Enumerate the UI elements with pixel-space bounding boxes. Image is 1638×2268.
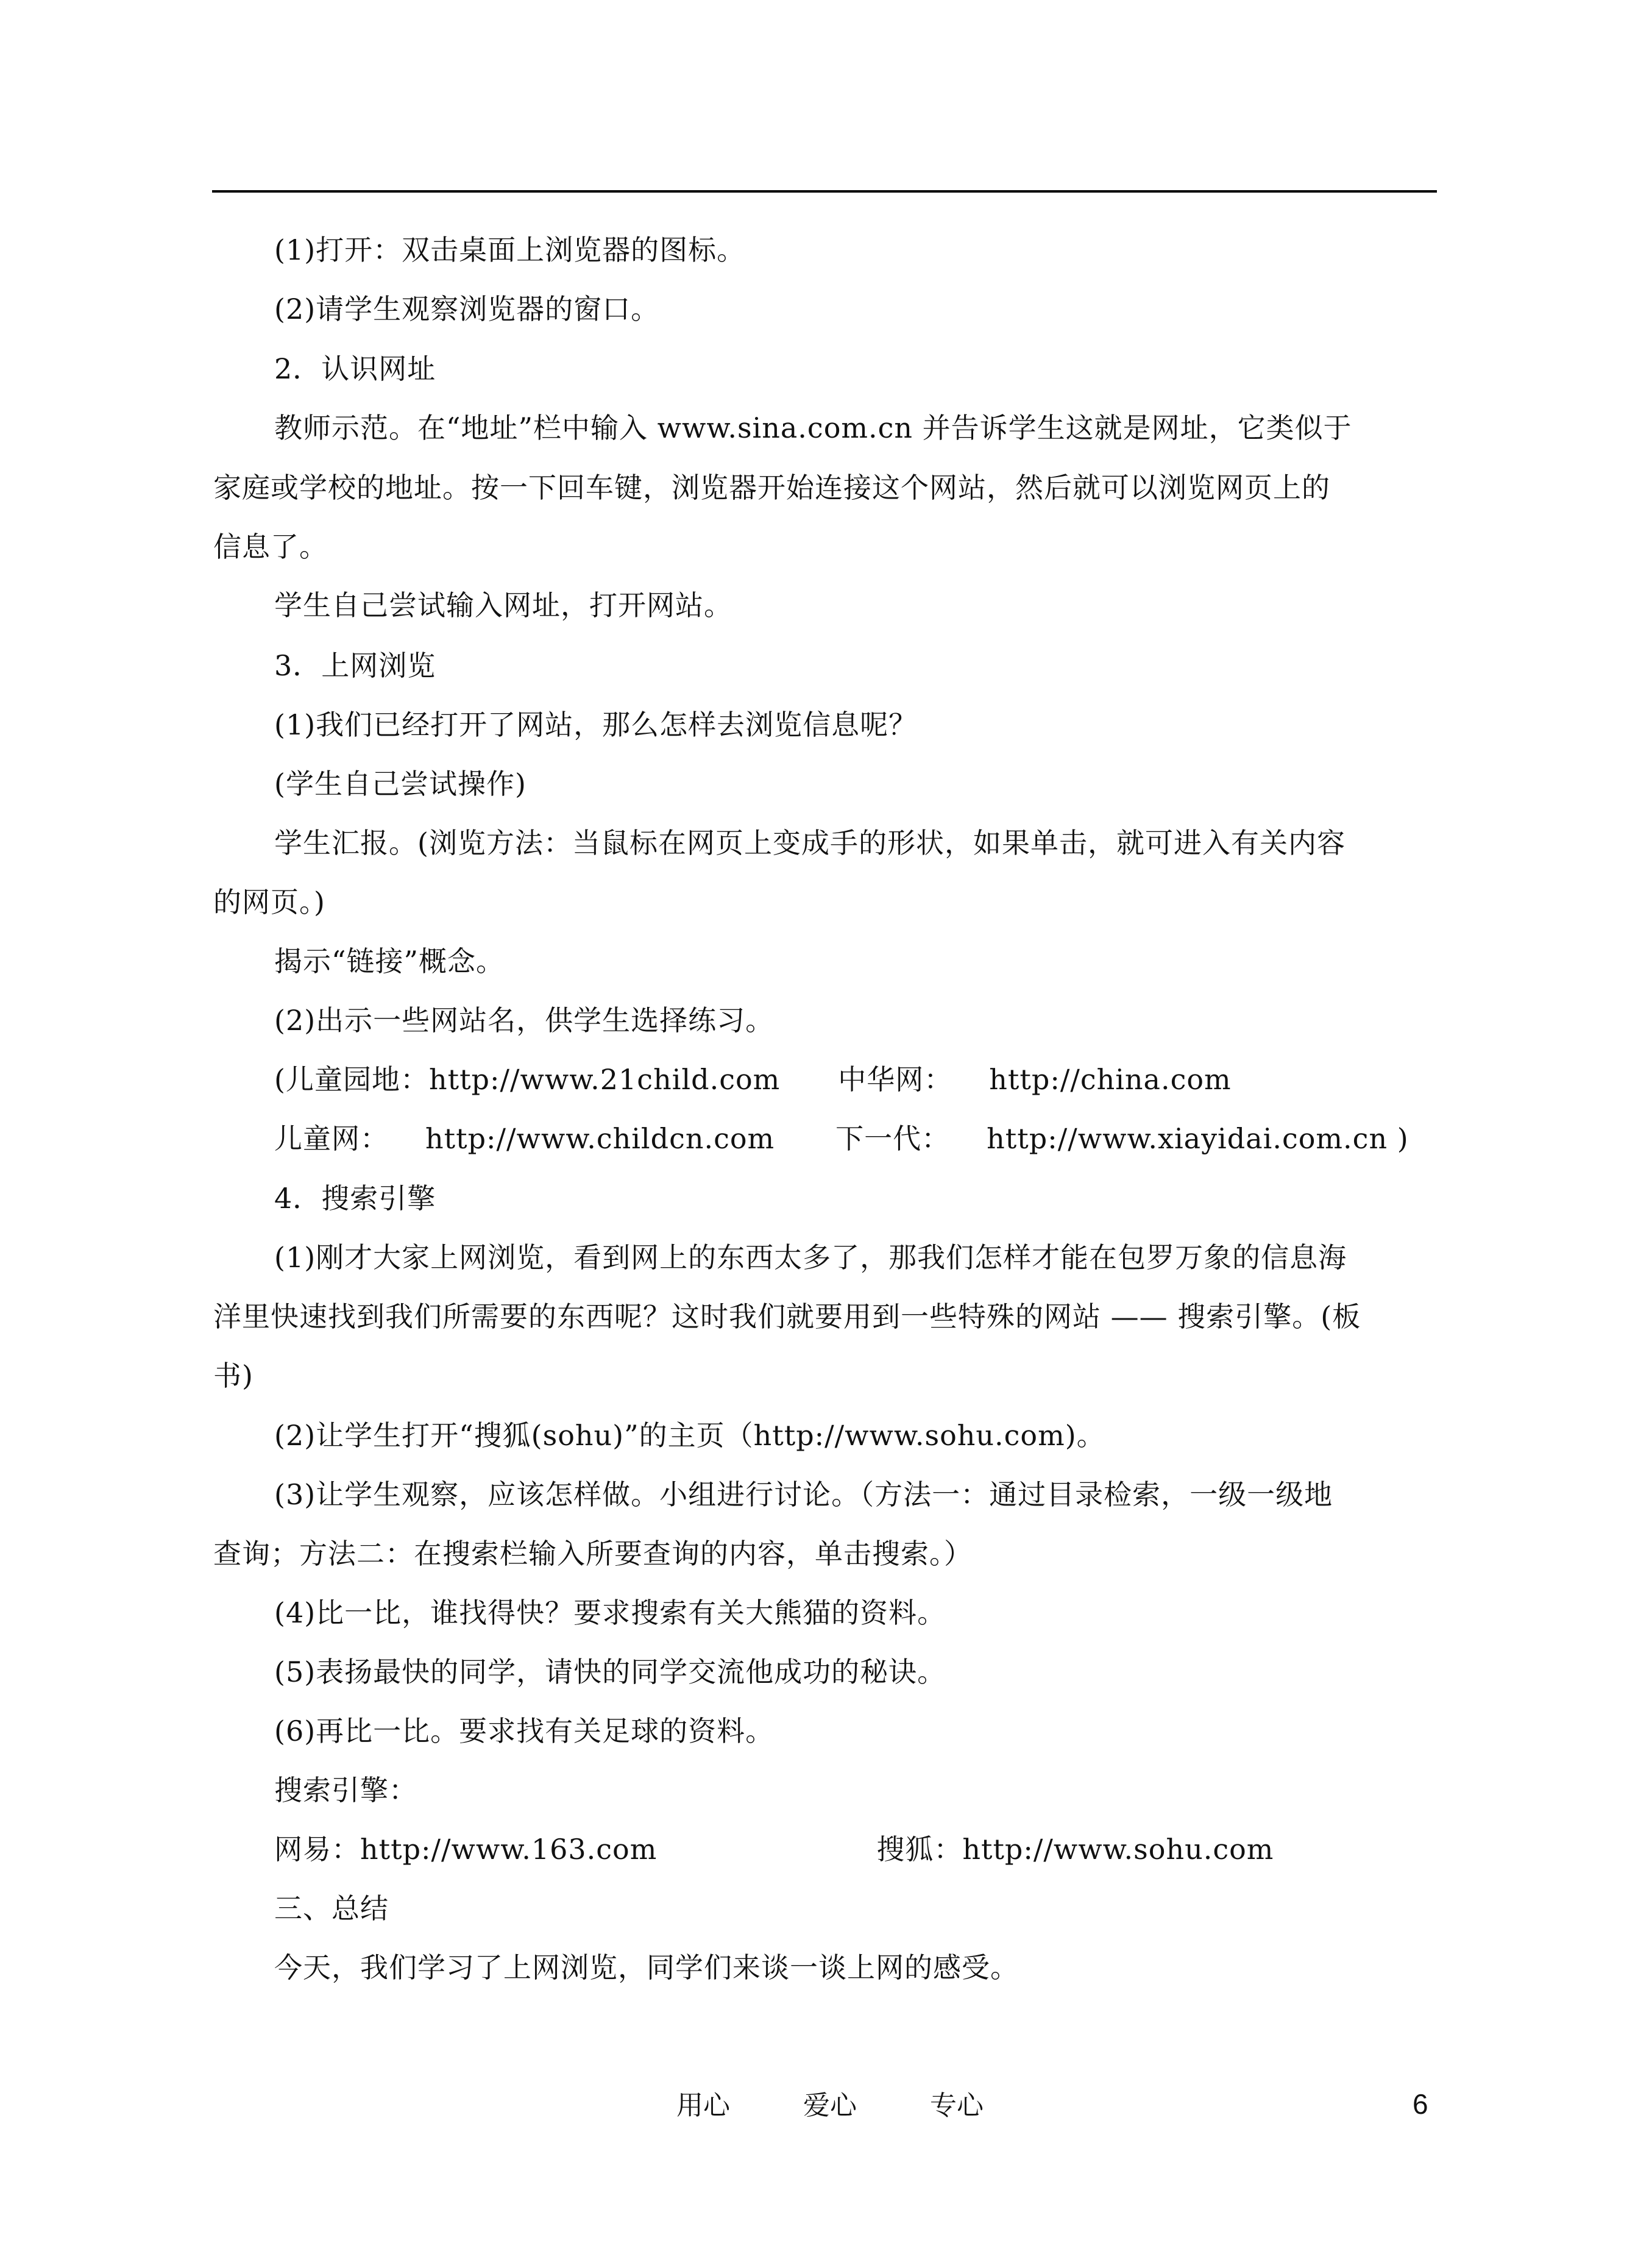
text-line: 搜索引擎： — [274, 1774, 417, 1807]
site-url: http://www.21child.com — [428, 1063, 781, 1096]
site-list-line — [274, 1061, 1232, 1098]
engine-list-line — [274, 1831, 1274, 1868]
page-number: 6 — [1413, 2088, 1428, 2120]
engine-entry: 网易：http://www.163.com — [274, 1833, 658, 1866]
footer-motto-item: 专心 — [930, 2090, 984, 2121]
section-heading: 4．搜索引擎 — [274, 1182, 436, 1215]
text-line: (学生自己尝试操作) — [274, 767, 526, 800]
footer-motto — [676, 2088, 984, 2124]
site-list-line — [274, 1120, 1409, 1157]
footer-motto-item: 用心 — [676, 2090, 730, 2121]
text-line: (2)出示一些网站名，供学生选择练习。 — [274, 1004, 775, 1037]
site-label: (儿童园地： — [274, 1063, 429, 1096]
text-line: 查询；方法二：在搜索栏输入所要查询的内容，单击搜索。） — [213, 1537, 973, 1570]
site-label: 下一代： — [835, 1122, 951, 1155]
site-url: http://www.xiayidai.com.cn ) — [987, 1122, 1409, 1155]
text-line: 教师示范。在“地址”栏中输入 www.sina.com.cn 并告诉学生这就是网址，它类似于 — [274, 411, 1352, 444]
site-label: 儿童网： — [274, 1122, 389, 1155]
text-line: 学生汇报。(浏览方法：当鼠标在网页上变成手的形状，如果单击，就可进入有关内容 — [274, 827, 1346, 859]
text-line: (1)打开：双击桌面上浏览器的图标。 — [274, 233, 746, 266]
text-line: (2)请学生观察浏览器的窗口。 — [274, 293, 660, 325]
text-line: 书) — [213, 1359, 254, 1392]
text-line: 学生自己尝试输入网址，打开网站。 — [274, 589, 732, 622]
text-line: 今天，我们学习了上网浏览，同学们来谈一谈上网的感受。 — [274, 1951, 1019, 1984]
text-line: (6)再比一比。要求找有关足球的资料。 — [274, 1715, 775, 1747]
text-line: 揭示“链接”概念。 — [274, 945, 505, 978]
text-line: 家庭或学校的地址。按一下回车键，浏览器开始连接这个网站，然后就可以浏览网页上的 — [213, 471, 1330, 504]
site-url: http://www.childcn.com — [425, 1122, 775, 1155]
text-line: (1)刚才大家上网浏览，看到网上的东西太多了，那我们怎样才能在包罗万象的信息海 — [274, 1241, 1347, 1274]
text-line: 的网页。) — [213, 886, 325, 919]
text-line: (2)让学生打开“搜狐(sohu)”的主页（http://www.sohu.com)。 — [274, 1419, 1105, 1452]
engine-entry: 搜狐：http://www.sohu.com — [876, 1833, 1274, 1866]
text-line: (3)让学生观察，应该怎样做。小组进行讨论。（方法一：通过目录检索，一级一级地 — [274, 1478, 1333, 1511]
site-url: http://china.com — [989, 1063, 1232, 1096]
text-line: (1)我们已经打开了网站，那么怎样去浏览信息呢？ — [274, 708, 918, 741]
footer-motto-item: 爱心 — [803, 2090, 857, 2121]
site-label: 中华网： — [838, 1063, 953, 1096]
section-heading: 3．上网浏览 — [274, 649, 436, 682]
text-line: (5)表扬最快的同学，请快的同学交流他成功的秘诀。 — [274, 1655, 946, 1688]
text-line: 信息了。 — [213, 530, 328, 563]
section-heading: 2．认识网址 — [274, 352, 436, 385]
text-line: (4)比一比，谁找得快？要求搜索有关大熊猫的资料。 — [274, 1596, 946, 1629]
section-heading: 三、总结 — [274, 1892, 389, 1925]
text-line: 洋里快速找到我们所需要的东西呢？这时我们就要用到一些特殊的网站 —— 搜索引擎。(板 — [213, 1300, 1361, 1333]
